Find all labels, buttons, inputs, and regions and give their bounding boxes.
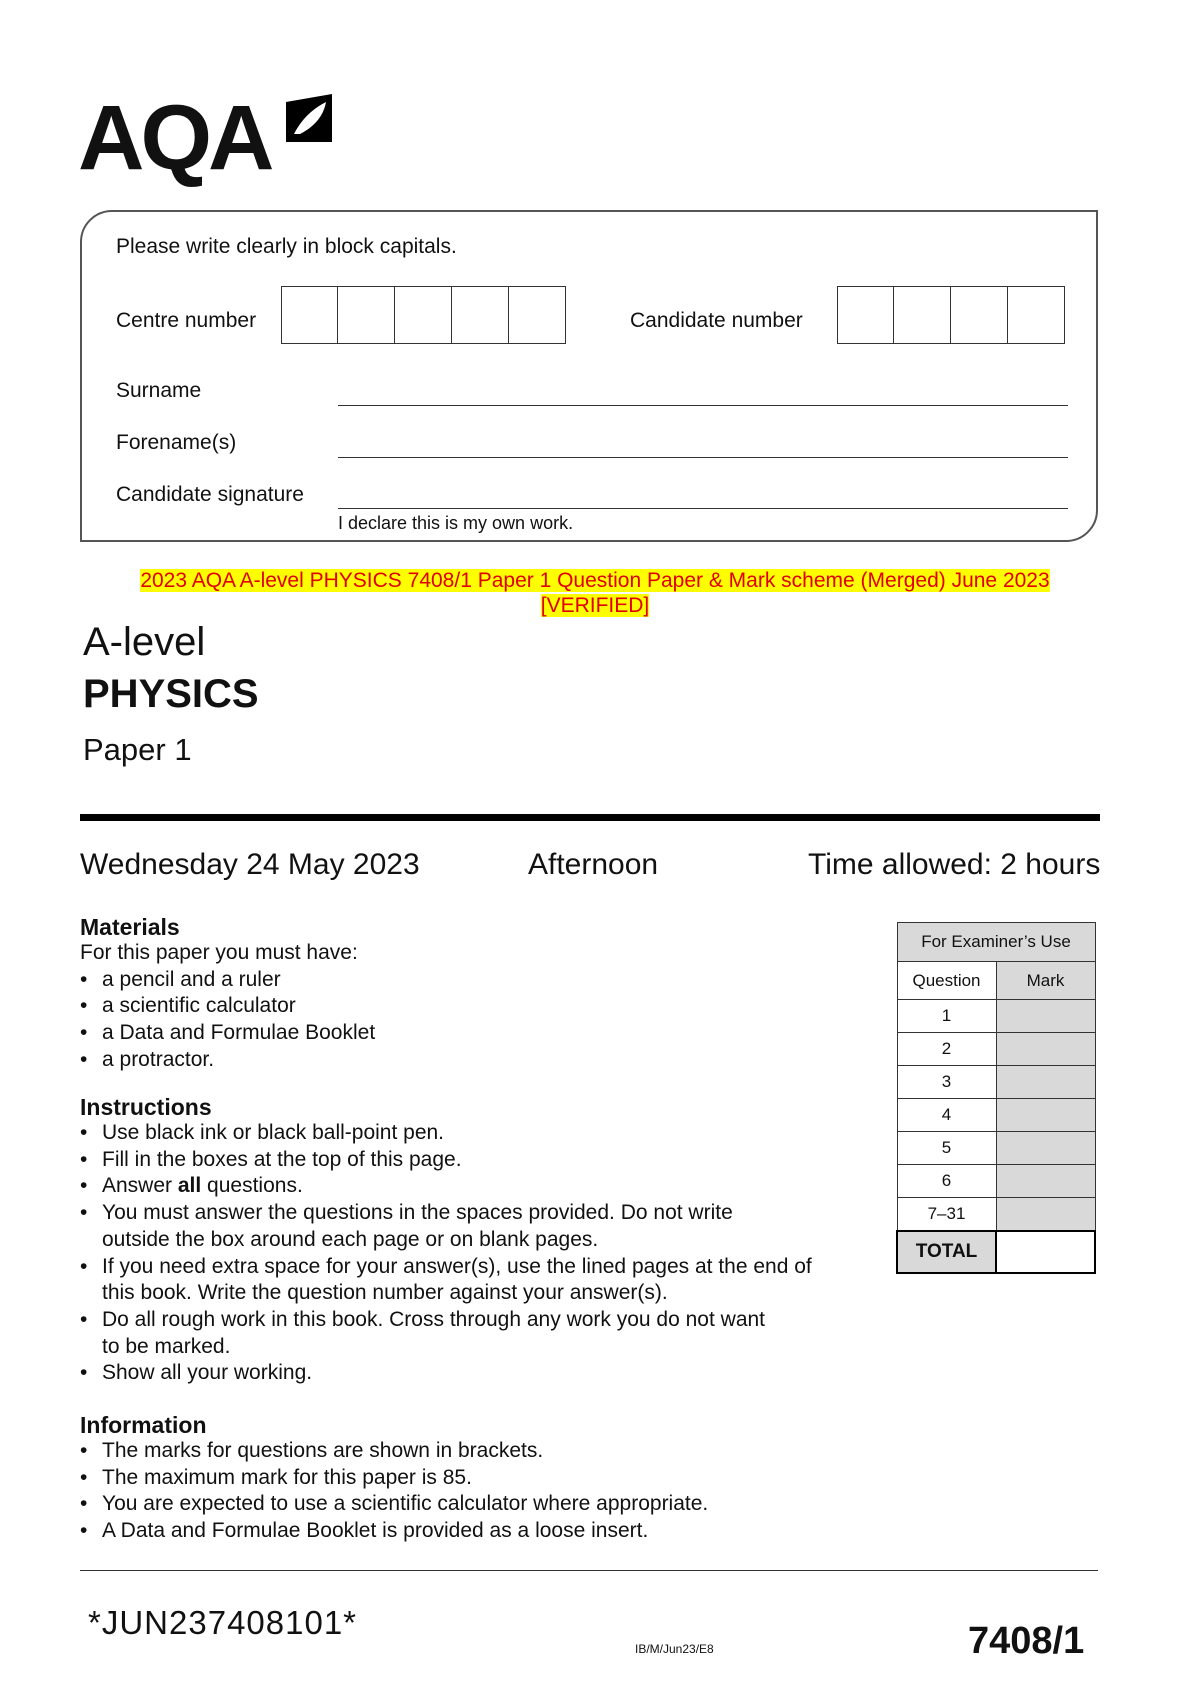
mark-column-header: Mark	[996, 962, 1095, 1000]
qualification-level: A-level	[83, 620, 206, 664]
surname-line[interactable]	[338, 405, 1068, 406]
total-label: TOTAL	[897, 1231, 996, 1273]
declaration-text: I declare this is my own work.	[338, 513, 574, 533]
question-number: 4	[897, 1099, 996, 1132]
materials-intro: For this paper you must have:	[80, 941, 358, 964]
candidate-number-boxes[interactable]	[837, 286, 1065, 344]
centre-number-cell[interactable]	[338, 286, 395, 344]
forenames-line[interactable]	[338, 457, 1068, 458]
information-list	[80, 1438, 708, 1545]
list-item: • a protractor.	[80, 1047, 375, 1074]
block-capitals-instruction: Please write clearly in block capitals.	[116, 235, 457, 258]
mark-cell	[996, 1099, 1095, 1132]
materials-list	[80, 940, 375, 1074]
list-item: • a scientific calculator	[80, 993, 375, 1020]
mark-cell	[996, 1066, 1095, 1099]
candidate-number-label: Candidate number	[630, 309, 803, 332]
aqa-logo: AQA	[78, 87, 271, 189]
question-number: 6	[897, 1165, 996, 1198]
list-item: • Do all rough work in this book. Cross through any work you do not want to be marked.	[80, 1307, 812, 1360]
exam-session: Afternoon	[528, 848, 659, 881]
banner-line-2: [VERIFIED]	[540, 594, 650, 617]
list-item: • The marks for questions are shown in brackets.	[80, 1438, 708, 1465]
centre-number-boxes[interactable]	[281, 286, 566, 344]
title-banner	[60, 568, 1130, 618]
instructions-list	[80, 1120, 812, 1387]
information-heading: Information	[80, 1412, 207, 1438]
question-column-header: Question	[897, 962, 996, 1000]
list-item: • A Data and Formulae Booklet is provided as a loose insert.	[80, 1518, 708, 1545]
list-item: • Use black ink or black ball-point pen.	[80, 1120, 812, 1147]
list-item: • Show all your working.	[80, 1360, 812, 1387]
question-number: 1	[897, 1000, 996, 1033]
signature-line[interactable]	[338, 508, 1068, 509]
total-mark-cell	[996, 1231, 1095, 1273]
centre-number-cell[interactable]	[452, 286, 509, 344]
mark-cell	[996, 1198, 1095, 1231]
question-number: 5	[897, 1132, 996, 1165]
candidate-number-cell[interactable]	[1008, 286, 1065, 344]
instructions-heading: Instructions	[80, 1094, 212, 1120]
question-number: 7–31	[897, 1198, 996, 1231]
surname-label: Surname	[116, 379, 202, 402]
list-item: • You must answer the questions in the spaces provided. Do not write outside the box around each page or on blank pages.	[80, 1200, 812, 1253]
barcode-text: *JUN237408101*	[88, 1604, 358, 1641]
list-item: • The maximum mark for this paper is 85.	[80, 1465, 708, 1492]
question-number: 2	[897, 1033, 996, 1066]
centre-number-cell[interactable]	[395, 286, 452, 344]
mark-cell	[996, 1033, 1095, 1066]
paper-reference: IB/M/Jun23/E8	[635, 1642, 714, 1656]
centre-number-cell[interactable]	[509, 286, 566, 344]
list-item: • You are expected to use a scientific calculator where appropriate.	[80, 1491, 708, 1518]
candidate-number-cell[interactable]	[837, 286, 894, 344]
exam-date: Wednesday 24 May 2023	[80, 848, 420, 881]
mark-cell	[996, 1165, 1095, 1198]
subject-title: PHYSICS	[83, 672, 259, 716]
materials-heading: Materials	[80, 914, 180, 940]
banner-line-1: 2023 AQA A-level PHYSICS 7408/1 Paper 1 Question Paper & Mark scheme (Merged) June 2023	[140, 569, 1050, 592]
list-item: • If you need extra space for your answer(s), use the lined pages at the end of this book. Write the question number against your answer(s).	[80, 1254, 812, 1307]
list-item: • Fill in the boxes at the top of this page.	[80, 1147, 812, 1174]
footer-divider	[80, 1570, 1098, 1571]
signature-label: Candidate signature	[116, 483, 304, 506]
aqa-leaf-logo-icon	[280, 92, 336, 148]
list-item: • a pencil and a ruler	[80, 967, 375, 994]
mark-cell	[996, 1132, 1095, 1165]
heading-divider	[80, 814, 1100, 821]
forenames-label: Forename(s)	[116, 431, 237, 454]
examiner-table-title: For Examiner’s Use	[897, 923, 1095, 962]
examiner-use-table	[896, 922, 1096, 1274]
list-item: • Answer all questions.	[80, 1173, 812, 1200]
question-number: 3	[897, 1066, 996, 1099]
paper-number: Paper 1	[83, 732, 192, 767]
paper-code: 7408/1	[968, 1620, 1085, 1662]
candidate-number-cell[interactable]	[894, 286, 951, 344]
time-allowed: Time allowed: 2 hours	[808, 848, 1101, 881]
candidate-number-cell[interactable]	[951, 286, 1008, 344]
centre-number-label: Centre number	[116, 309, 257, 332]
centre-number-cell[interactable]	[281, 286, 338, 344]
list-item: • a Data and Formulae Booklet	[80, 1020, 375, 1047]
mark-cell	[996, 1000, 1095, 1033]
